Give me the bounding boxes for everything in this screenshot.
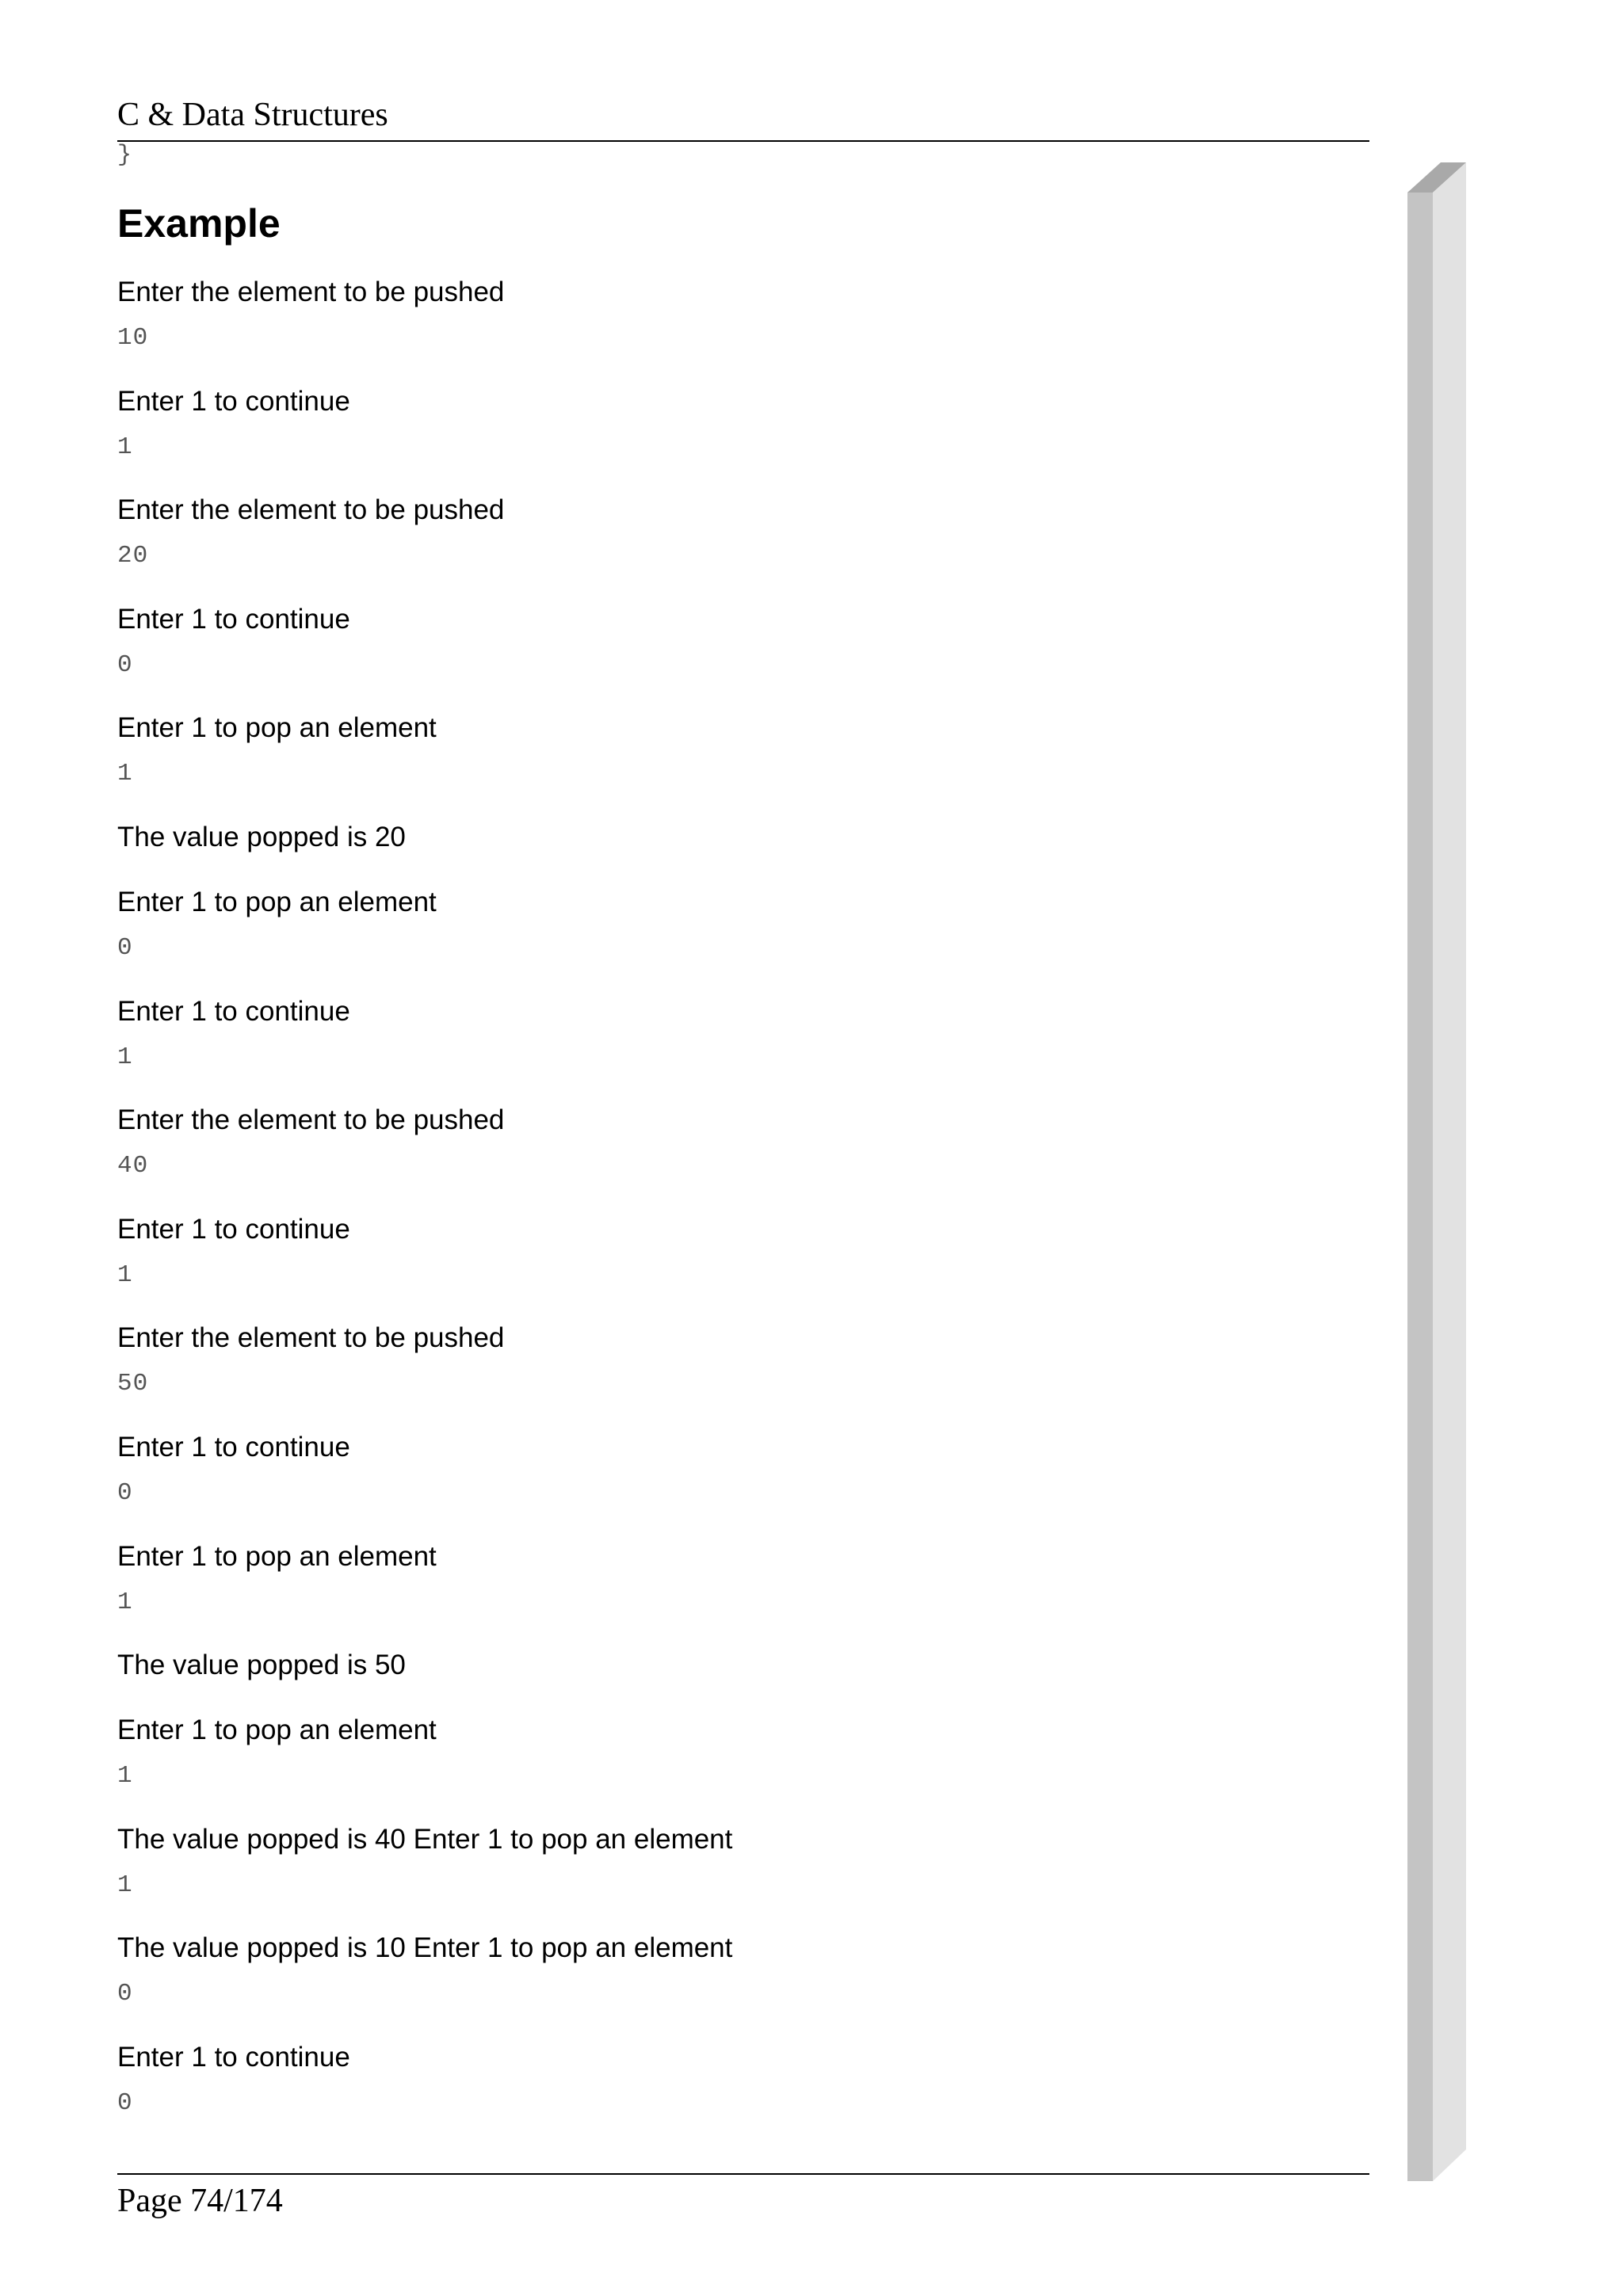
- prompt-text: Enter 1 to continue: [117, 603, 350, 635]
- prompt-text: Enter the element to be pushed: [117, 1104, 505, 1136]
- input-value: 1: [117, 1261, 133, 1289]
- prompt-text: Enter 1 to pop an element: [117, 1714, 437, 1746]
- input-value: 0: [117, 2088, 133, 2117]
- input-value: 10: [117, 324, 149, 352]
- prompt-text: Enter the element to be pushed: [117, 494, 505, 526]
- transcript-entry: [117, 1817, 1306, 1926]
- console-transcript: [117, 269, 1306, 2144]
- transcript-entry: [117, 379, 1306, 488]
- transcript-entry: [117, 487, 1306, 597]
- transcript-entry: [117, 989, 1306, 1098]
- transcript-entry: [117, 597, 1306, 706]
- prompt-text: Enter 1 to continue: [117, 995, 350, 1027]
- transcript-entry: [117, 2035, 1306, 2144]
- input-value: 0: [117, 1980, 133, 2008]
- transcript-entry: [117, 1097, 1306, 1207]
- input-value: 1: [117, 433, 133, 461]
- transcript-entry: [117, 1534, 1306, 1643]
- input-value: 0: [117, 1478, 133, 1507]
- prompt-text: Enter 1 to continue: [117, 2041, 350, 2073]
- transcript-entry: [117, 1707, 1306, 1817]
- transcript-entry: [117, 1925, 1306, 2035]
- input-value: 1: [117, 760, 133, 788]
- prompt-text: The value popped is 20: [117, 821, 406, 852]
- transcript-entry: [117, 1207, 1306, 1316]
- input-value: 1: [117, 1871, 133, 1899]
- input-value: 1: [117, 1588, 133, 1616]
- footer-rule: [117, 2173, 1369, 2175]
- prompt-text: Enter 1 to pop an element: [117, 886, 437, 917]
- prompt-text: Enter 1 to pop an element: [117, 1540, 437, 1572]
- input-value: 40: [117, 1152, 149, 1180]
- prompt-text: Enter 1 to continue: [117, 1431, 350, 1463]
- transcript-entry: [117, 814, 1306, 879]
- input-value: 0: [117, 650, 133, 679]
- transcript-entry: [117, 1642, 1306, 1707]
- input-value: 50: [117, 1370, 149, 1398]
- prompt-text: The value popped is 50: [117, 1650, 406, 1681]
- bar-front-face: [1407, 193, 1433, 2181]
- prompt-text: Enter the element to be pushed: [117, 277, 505, 307]
- transcript-entry: [117, 879, 1306, 989]
- transcript-entry: [117, 1425, 1306, 1534]
- transcript-entry: [117, 705, 1306, 814]
- running-header-title: C & Data Structures: [117, 97, 388, 133]
- prompt-text: Enter the element to be pushed: [117, 1322, 505, 1354]
- transcript-entry: [117, 1315, 1306, 1425]
- input-value: 20: [117, 542, 149, 570]
- input-value: 1: [117, 1762, 133, 1791]
- bar-side-face: [1433, 162, 1466, 2181]
- section-heading: Example: [117, 201, 281, 246]
- input-value: 1: [117, 1043, 133, 1071]
- page-edge-decoration: [1403, 154, 1466, 2183]
- prompt-text: Enter 1 to continue: [117, 385, 350, 417]
- page-number: Page 74/174: [117, 2183, 283, 2219]
- input-value: 0: [117, 933, 133, 962]
- prompt-text: Enter 1 to pop an element: [117, 712, 437, 744]
- prompt-text: Enter 1 to continue: [117, 1213, 350, 1245]
- code-closing-brace: }: [117, 142, 132, 169]
- header-rule: [117, 140, 1369, 142]
- prompt-text: The value popped is 40 Enter 1 to pop an element: [117, 1823, 733, 1855]
- transcript-entry: [117, 269, 1306, 379]
- prompt-text: The value popped is 10 Enter 1 to pop an element: [117, 1932, 733, 1964]
